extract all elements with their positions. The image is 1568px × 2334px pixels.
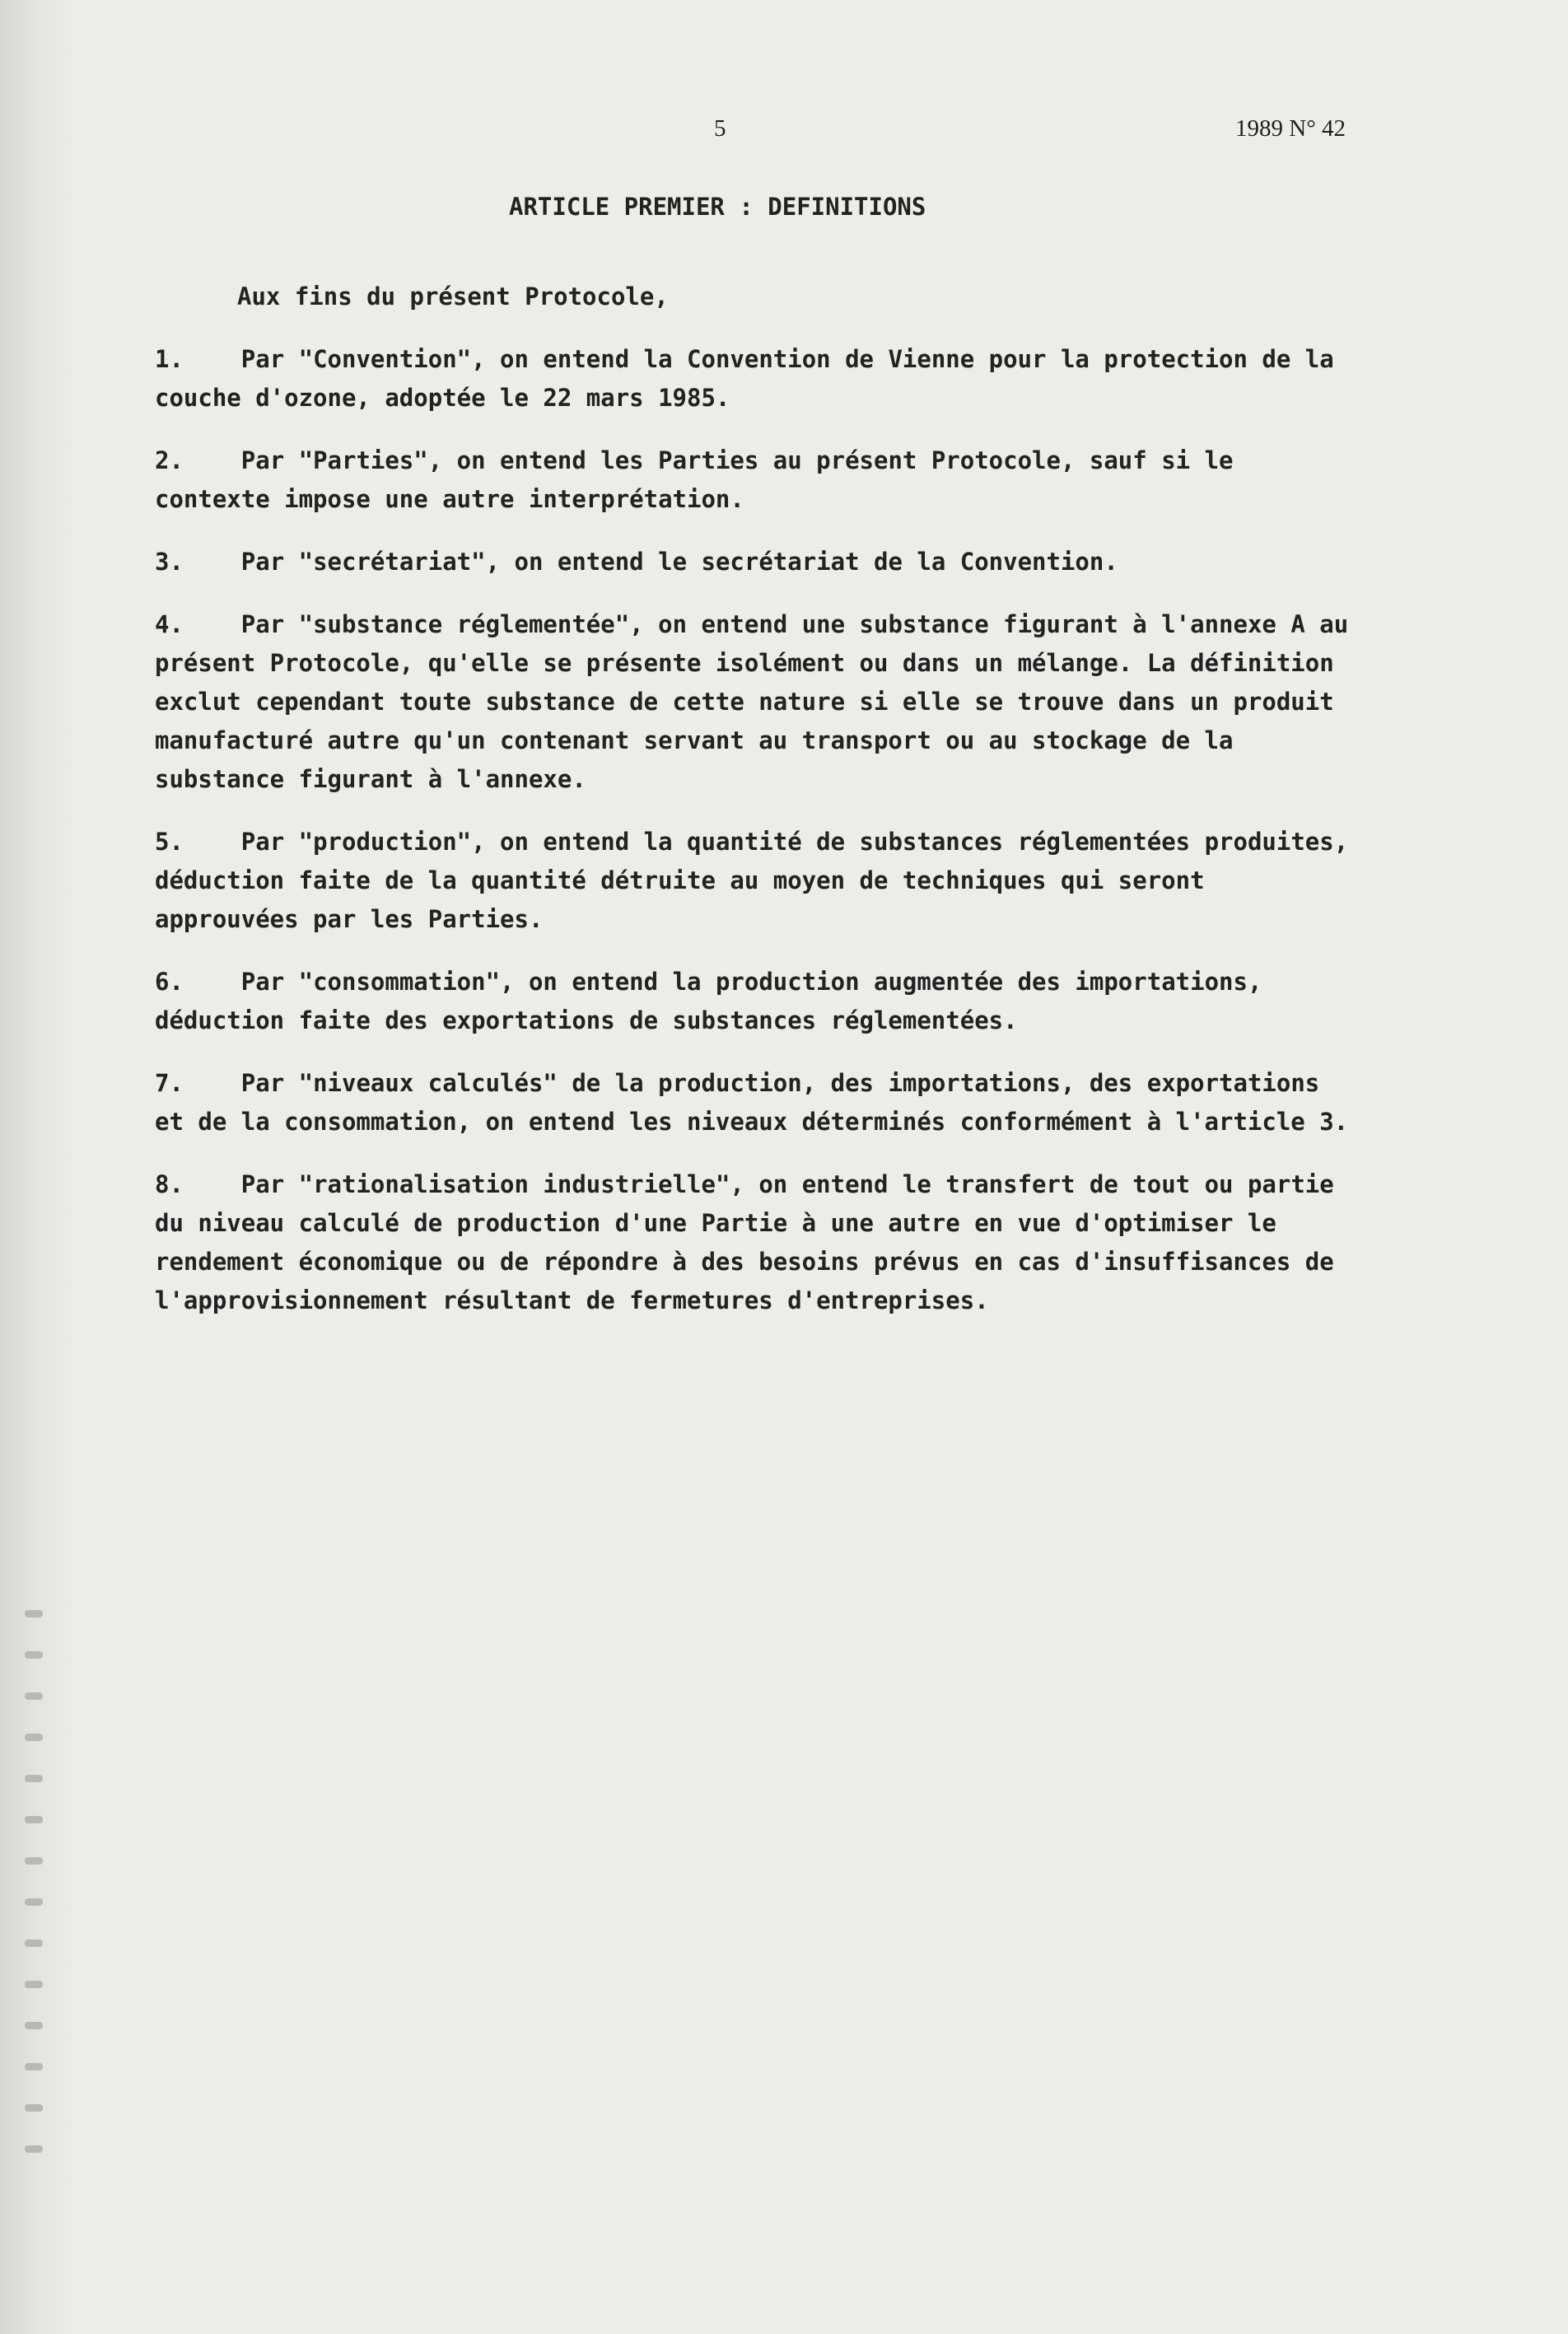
- article-title: ARTICLE PREMIER : DEFINITIONS: [509, 193, 926, 221]
- document-reference: 1989 N° 42: [1235, 115, 1346, 142]
- definition-text: Par "niveaux calculés" de la production, des importations, des exportations et de la consommation, on entend les niveaux déterminés conformément à l'article 3.: [155, 1069, 1349, 1136]
- definition-number: 8.: [155, 1170, 227, 1198]
- intro-line: Aux fins du présent Protocole,: [237, 282, 669, 310]
- definition-item: [155, 1064, 1349, 1141]
- binding-hole: [25, 2104, 43, 2112]
- definition-number: 4.: [155, 610, 227, 638]
- page-header: [0, 115, 1568, 148]
- definition-number: 3.: [155, 548, 227, 576]
- definition-text: Par "Parties", on entend les Parties au présent Protocole, sauf si le contexte impose une autre interprétation.: [155, 446, 1234, 513]
- binding-hole: [25, 2063, 43, 2070]
- definition-item: [155, 543, 1349, 581]
- definition-number: 5.: [155, 828, 227, 856]
- binding-hole: [25, 1857, 43, 1865]
- binding-hole: [25, 1898, 43, 1906]
- definition-number: 7.: [155, 1069, 227, 1097]
- binding-hole: [25, 1816, 43, 1823]
- definition-item: [155, 963, 1349, 1040]
- binding-hole: [25, 2145, 43, 2153]
- binding-hole: [25, 1692, 43, 1700]
- binding-hole: [25, 2022, 43, 2029]
- definition-item: [155, 605, 1349, 799]
- article-body: [155, 188, 1349, 1344]
- binding-hole: [25, 1775, 43, 1782]
- page-number: 5: [714, 115, 726, 142]
- definition-text: Par "production", on entend la quantité de substances réglementées produites, déduction faite de la quantité détruite au moyen de techniques qui seront approuvées par les Parties.: [155, 828, 1349, 933]
- binding-edge: [0, 0, 78, 2334]
- binding-hole: [25, 1734, 43, 1741]
- definition-text: Par "Convention", on entend la Convention de Vienne pour la protection de la couche d'ozone, adoptée le 22 mars 1985.: [155, 345, 1334, 412]
- definition-text: Par "secrétariat", on entend le secrétariat de la Convention.: [240, 548, 1118, 576]
- definition-item: [155, 1165, 1349, 1320]
- definition-number: 1.: [155, 345, 227, 373]
- definition-item: [155, 340, 1349, 418]
- binding-hole: [25, 1981, 43, 1988]
- definition-item: [155, 441, 1349, 519]
- definition-text: Par "consommation", on entend la production augmentée des importations, déduction faite des exportations de substances réglementées.: [155, 968, 1262, 1034]
- definition-text: Par "substance réglementée", on entend une substance figurant à l'annexe A au présent Protocole, qu'elle se présente isolément ou dans un mélange. La définition exclut cependant toute substance de cette nature si elle se trouve dans un produit manufacturé autre qu'un contenant servant au transport ou au stockage de la substance figurant à l'annexe.: [155, 610, 1349, 793]
- definition-number: 6.: [155, 968, 227, 996]
- binding-hole: [25, 1610, 43, 1617]
- binding-hole: [25, 1940, 43, 1947]
- definition-text: Par "rationalisation industrielle", on entend le transfert de tout ou partie du niveau calculé de production d'une Partie à une autre en vue d'optimiser le rendement économique ou de répondre à des besoins prévus en cas d'insuffisances de l'approvisionnement résultant de fermetures d'entreprises.: [155, 1170, 1334, 1314]
- definition-number: 2.: [155, 446, 227, 474]
- binding-hole: [25, 1651, 43, 1659]
- definition-item: [155, 823, 1349, 939]
